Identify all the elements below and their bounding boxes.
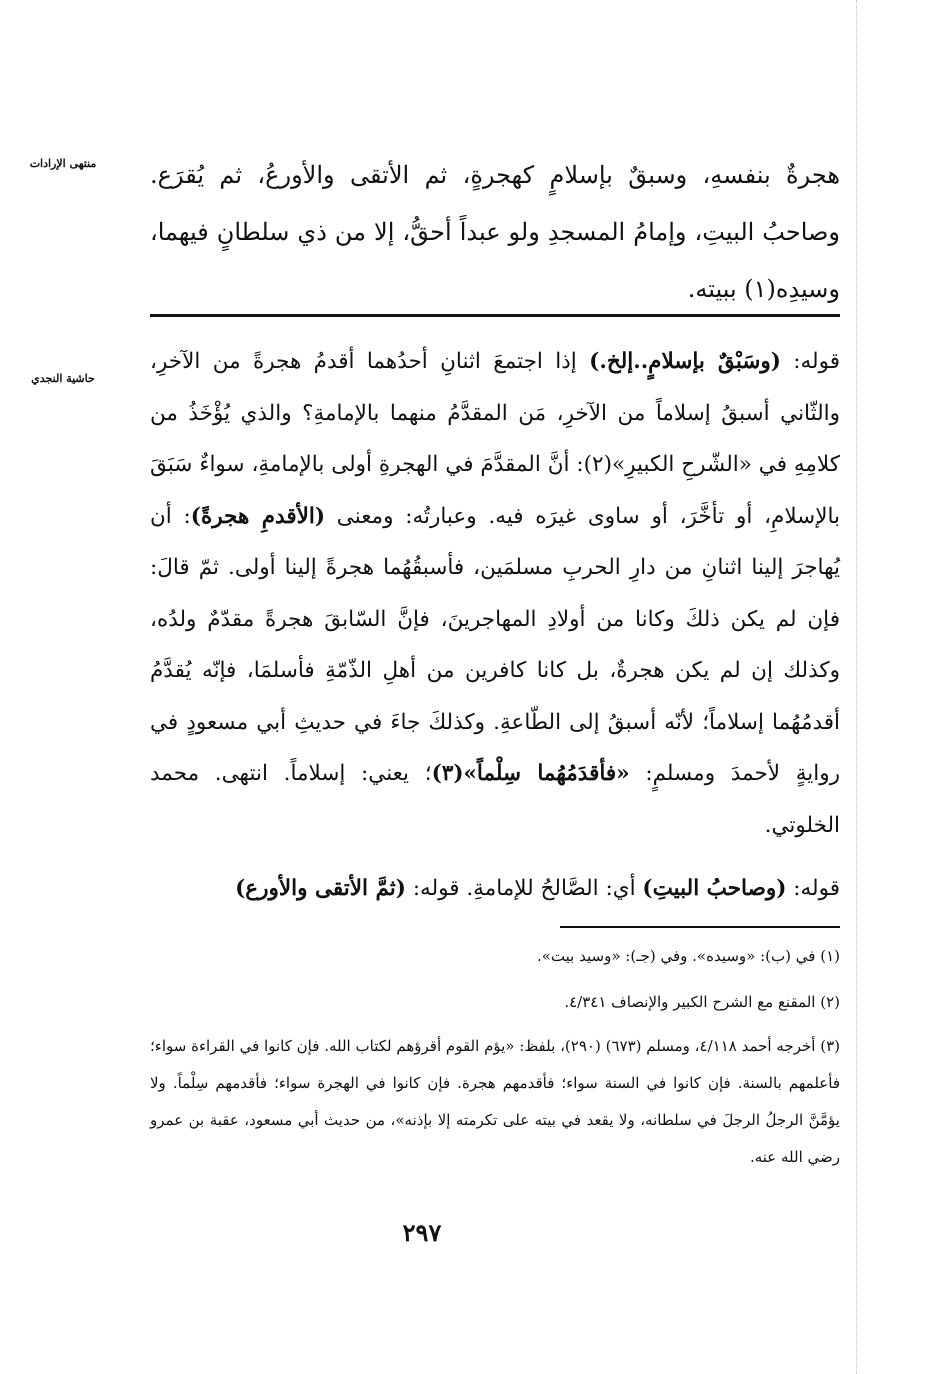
commentary-text-part3: ؛ يعني: إسلاماً. انتهى. محمد الخلوتي. bbox=[150, 761, 840, 838]
main-text: هجرةٌ بنفسهِ، وسبقٌ بإسلامٍ كهجرةٍ، ثم الأتقى والأورعُ، ثم يُقرَع. وصاحبُ البيتِ، وإمامُ المسجدِ ولو عبداً أحقُّ، إلا من ذي سلطانٍ فيهما، وسيدِه(١) ببيته. bbox=[150, 161, 840, 303]
scan-edge-divider bbox=[856, 0, 857, 1374]
next-lemma-house-owner: (وصاحبُ البيتِ) bbox=[642, 876, 787, 901]
next-lemma-middle: أي: الصَّالحُ للإمامةِ. قوله: bbox=[412, 876, 636, 901]
commentary-text-part1: إذا اجتمعَ اثنانِ أحدُهما أقدمُ هجرةً من الآخرِ، والثّاني أسبقُ إسلاماً من الآخرِ، مَن المقدَّمُ منهما بالإمامةِ؟ والذي يُؤْخَذُ من كلامِهِ في «الشّرحِ الكبيرِ»(٢): أنَّ المقدَّمَ في الهجرةِ أولى بالإمامةِ، سواءٌ سَبَقَ بالإسلامِ، أو تأخَّرَ، أو ساوى غيرَه فيه. وعبارتُه: ومعنى bbox=[150, 349, 840, 529]
main-text-separator bbox=[150, 314, 840, 317]
commentary-term: (الأقدمِ هجرةً) bbox=[190, 503, 325, 529]
next-lemma-intro: قوله: bbox=[793, 876, 840, 901]
commentary-next-lemma bbox=[150, 867, 840, 911]
commentary-intro: قوله: bbox=[793, 349, 840, 374]
commentary-text-part2: : أن يُهاجرَ إلينا اثنانِ من دارِ الحربِ مسلمَين، فأسبقُهُما هجرةً إلينا أولى. ثمّ قالَ: فإن لم يكن ذلكَ وكانا من أولادِ المهاجرينَ، فإنَّ السّابقَ هجرةً مقدّمٌ ولدُه، وكذلك إن لم يكن هجرةٌ، بل كانا كافرين من أهلِ الذّمّةِ فأسلمَا، فإنّه يُقدَّمُ أقدمُهُما إسلاماً؛ لأنّه أسبقُ إلى الطّاعةِ. وكذلكَ جاءَ في حديثِ أبي مسعودٍ في روايةٍ لأحمدَ ومسلمٍ: bbox=[150, 503, 840, 786]
side-label-commentary-title: حاشية النجدي bbox=[31, 372, 95, 385]
commentary-paragraph bbox=[150, 336, 840, 851]
footnote-1: (١) في (ب): «وسيده». وفي (جـ): «وسيد بيت». bbox=[536, 947, 840, 965]
next-lemma-pious: (ثمَّ الأتقى والأورع) bbox=[235, 876, 406, 901]
side-label-book-title: منتهى الإرادات bbox=[29, 157, 97, 170]
footnote-3: (٣) أخرجه أحمد ٤/١١٨، ومسلم (٦٧٣) (٢٩٠)، بلفظ: «يؤم القوم أقرؤهم لكتاب الله. فإن كانوا في القراءة سواء؛ فأعلمهم بالسنة. فإن كانوا في السنة سواء؛ فأقدمهم هجرة. فإن كانوا في الهجرة سواء؛ فأقدمهم سِلْماً. ولا يؤمَّنَّ الرجلُ الرجلَ في سلطانه، ولا يقعد في بيته على تكرمته إلا بإذنه»، من حديث أبي مسعود، عقبة بن عمرو رضي الله عنه. bbox=[150, 1037, 840, 1166]
footnotes bbox=[150, 936, 840, 1182]
commentary-hadith-quote: «فأقدَمُهُما سِلْماً»(٣) bbox=[431, 761, 630, 786]
footnote-2: (٢) المقنع مع الشرح الكبير والإنصاف ٤/٣٤١. bbox=[564, 993, 840, 1011]
commentary-lemma: (وسَبْقٌ بإسلامٍ..إلخ.) bbox=[589, 349, 781, 374]
page-number: ٢٩٧ bbox=[402, 1218, 442, 1247]
footnote-separator bbox=[560, 926, 840, 928]
